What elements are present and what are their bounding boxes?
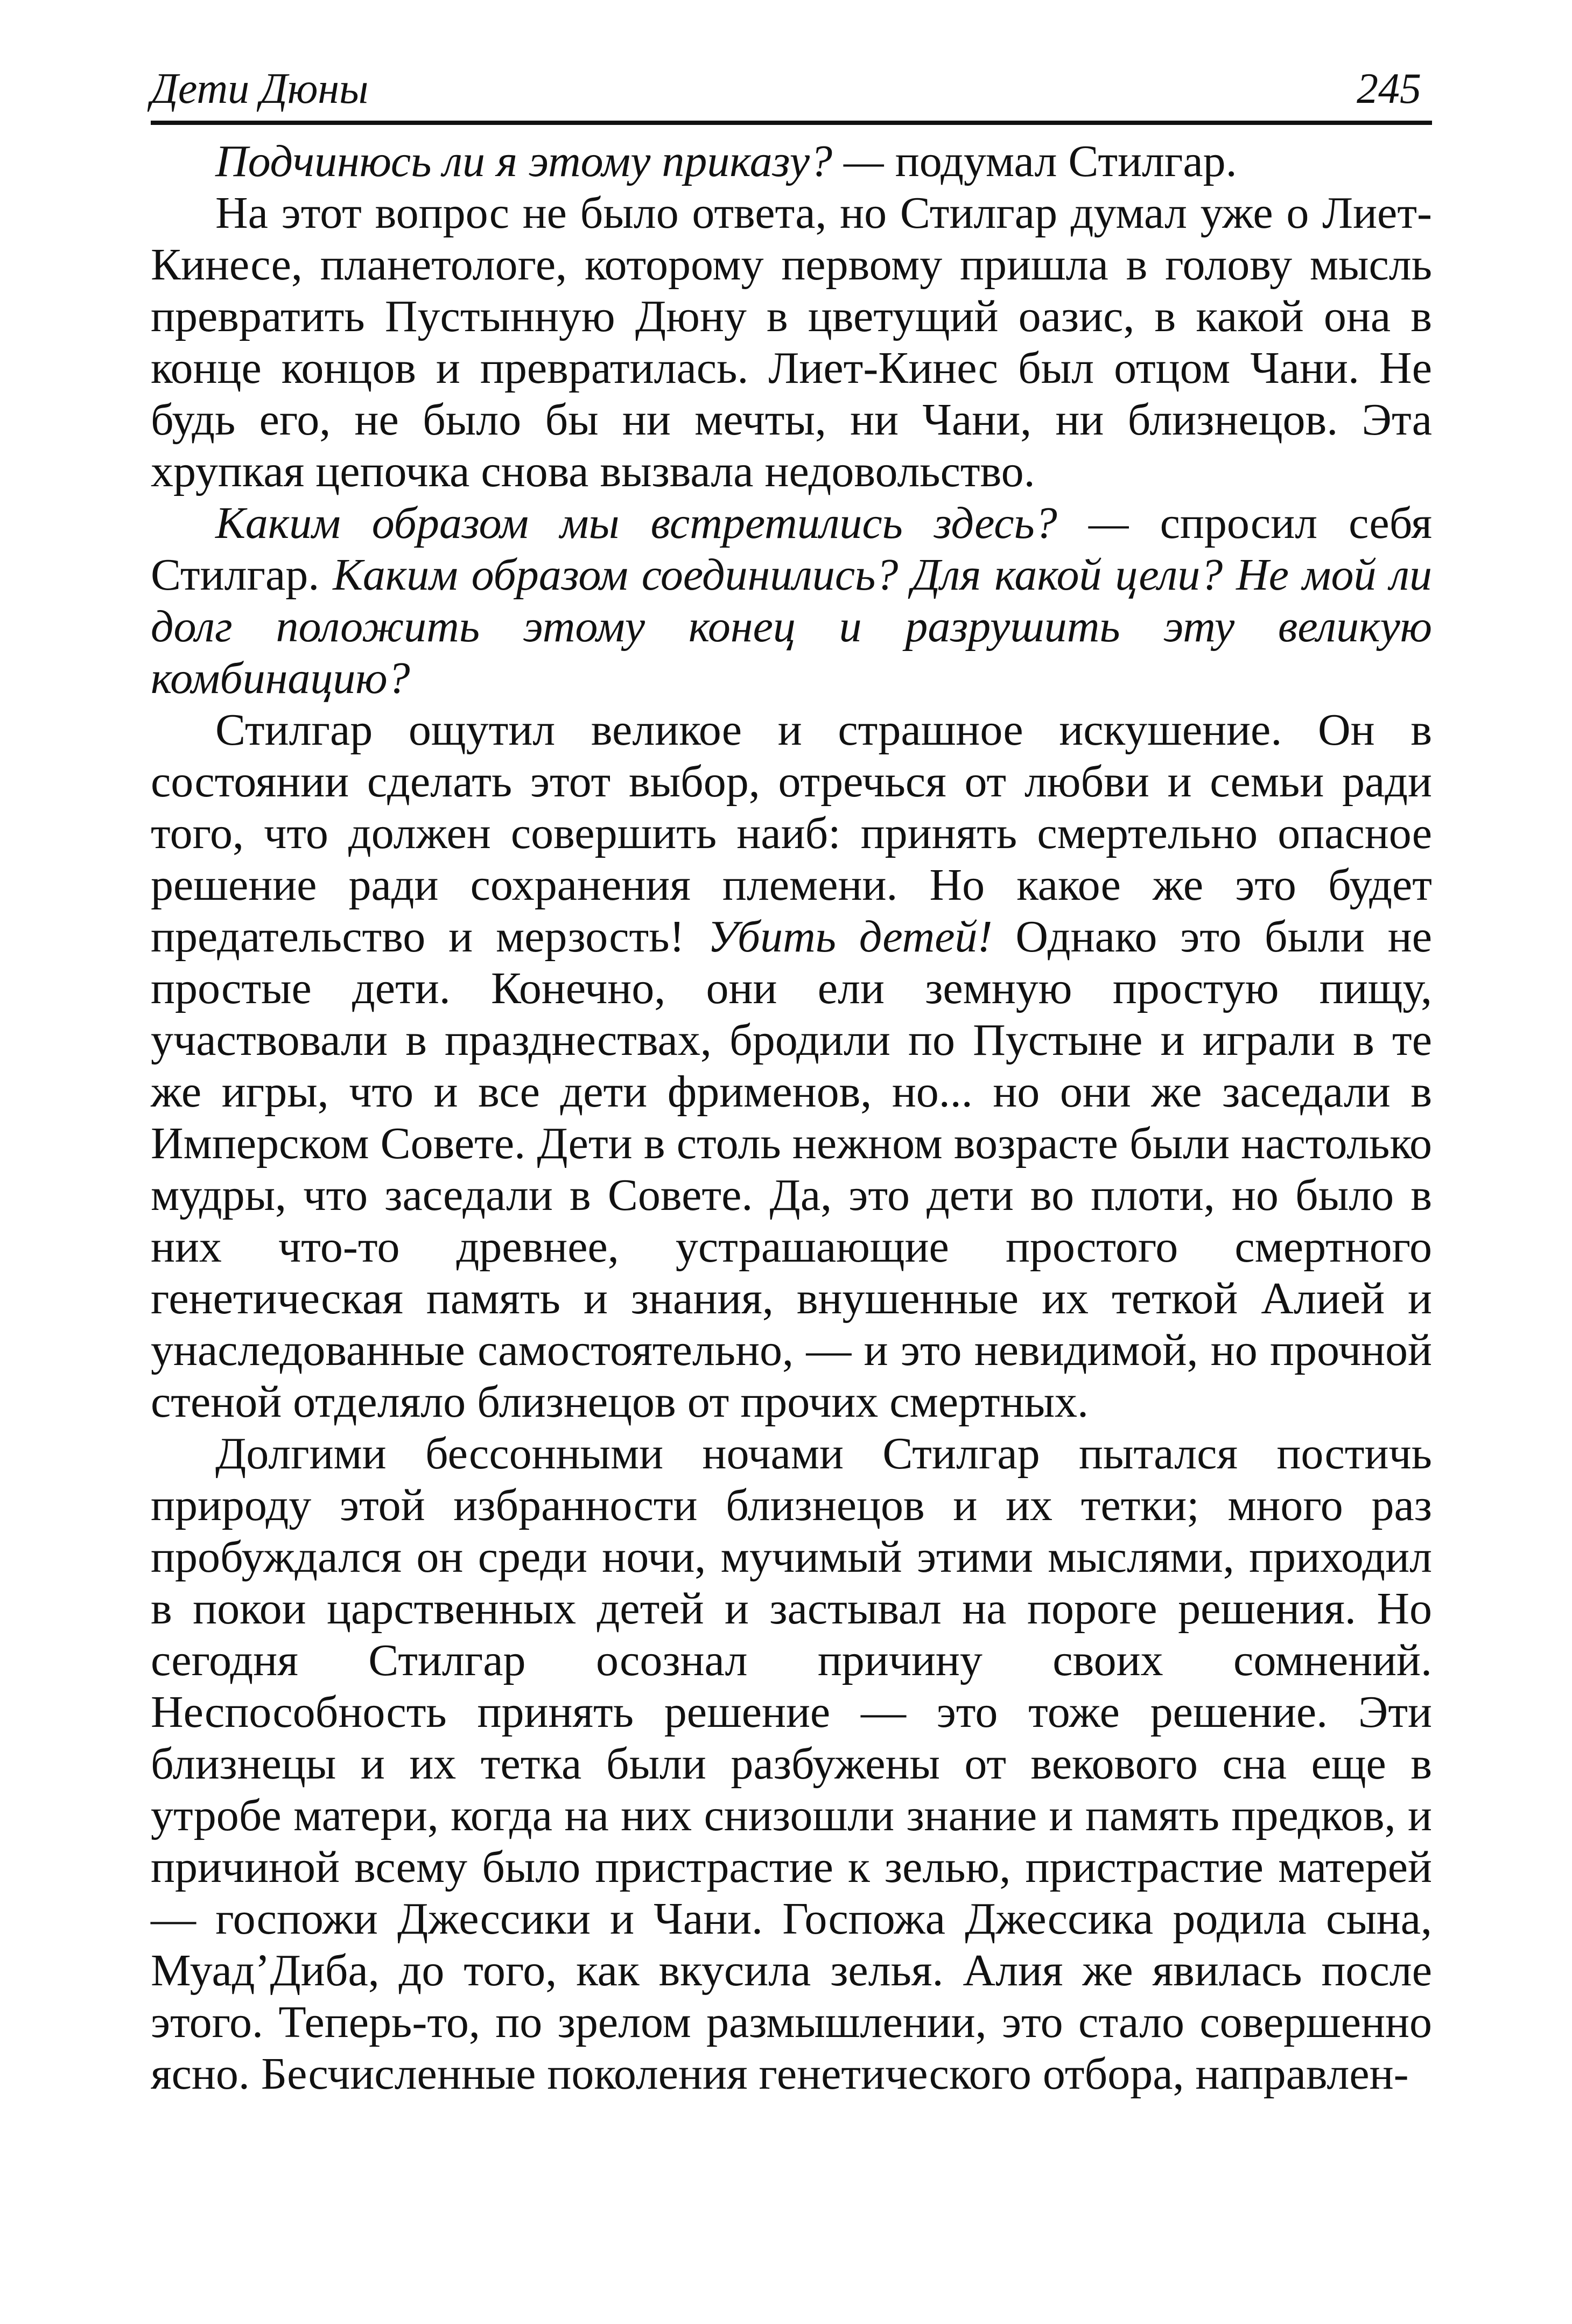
text-segment: подумал Стилгар. xyxy=(895,136,1237,186)
text-segment: На этот вопрос не было ответа, но Стилгар думал уже о Лиет-Кинесе, планетологе, которому первому пришла в голову мысль превратить Пустынную Дюну в цветущий оазис, в какой она в конце концов и превратилась. Лиет-Кинес был отцом Чани. Не будь его, не было бы ни мечты, ни Чани, ни близнецов. Эта хрупкая цепочка снова вызвала недовольство. xyxy=(151,188,1432,496)
text-segment: спросил себя Стилгар. xyxy=(151,498,1432,600)
page-number: 245 xyxy=(1357,65,1421,113)
paragraph xyxy=(151,1428,1432,2100)
body-text xyxy=(151,136,1432,2100)
paragraph xyxy=(151,498,1432,704)
book-page xyxy=(151,59,1432,2100)
running-head xyxy=(151,59,1432,118)
text-segment: Каким образом мы встретились здесь? — xyxy=(215,498,1160,548)
text-segment: Каким образом соединились? Для какой цели? Не мой ли долг положить этому конец и разрушить эту великую комбинацию? xyxy=(151,550,1432,703)
book-title: Дети Дюны xyxy=(151,65,369,113)
text-segment: Долгими бессонными ночами Стилгар пытался постичь природу этой избранности близнецов и их тетки; много раз пробуждался он среди ночи, мучимый этими мыслями, приходил в покои царственных детей и застывал на пороге решения. Но сегодня Стилгар осознал причину своих сомнений. Неспособность принять решение — это тоже решение. Эти близнецы и их тетка были разбужены от векового сна еще в утробе матери, когда на них снизошли знание и память предков, и причиной всему было пристрастие к зелью, пристрастие матерей — госпожи Джессики и Чани. Госпожа Джессика родила сына, Муад’Диба, до того, как вкусила зелья. Алия же явилась после этого. Теперь-то, по зрелом размышлении, это стало совершенно ясно. Бесчисленные поколения генетического отбора, направлен- xyxy=(151,1429,1432,2099)
text-segment: Убить детей! xyxy=(707,912,993,962)
paragraph xyxy=(151,187,1432,498)
paragraph xyxy=(151,704,1432,1428)
header-rule xyxy=(151,121,1432,125)
paragraph xyxy=(151,136,1432,187)
text-segment: Подчинюсь ли я этому приказу? — xyxy=(215,136,895,186)
text-segment: Однако это были не простые дети. Конечно, они ели земную простую пищу, участвовали в празднествах, бродили по Пустыне и играли в те же игры, что и все дети фрименов, но... но они же заседали в Имперском Совете. Дети в столь нежном возрасте были настолько мудры, что заседали в Совете. Да, это дети во плоти, но было в них что-то древнее, устрашающие простого смертного генетическая память и знания, внушенные их теткой Алией и унаследованные самостоятельно, — и это невидимой, но прочной стеной отделяло близнецов от прочих смертных. xyxy=(151,912,1432,1427)
text-segment: Стилгар ощутил великое и страшное искушение. Он в состоянии сделать этот выбор, отречься от любви и семьи ради того, что должен совершить наиб: принять смертельно опасное решение ради сохранения племени. Но какое же это будет предательство и мерзость! xyxy=(151,705,1432,962)
